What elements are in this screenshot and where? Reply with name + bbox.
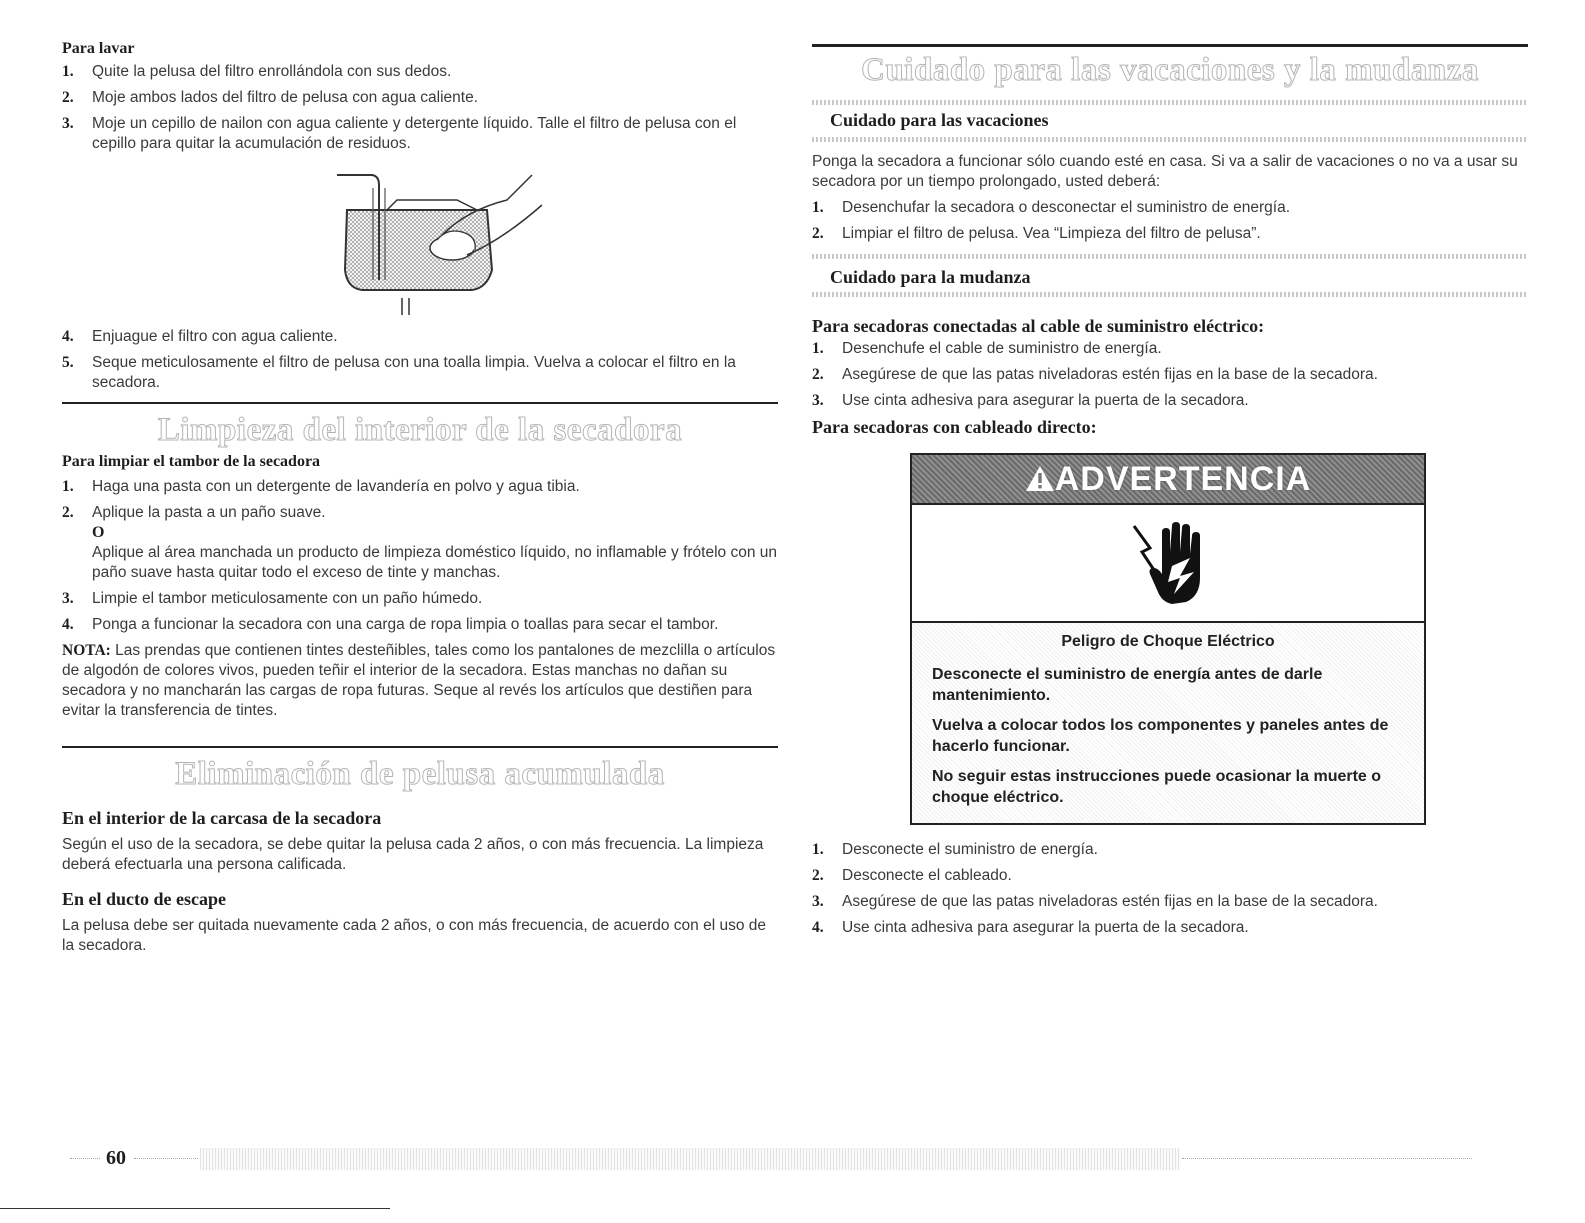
list-item: 1. Quite la pelusa del filtro enrollándola con sus dedos.	[62, 63, 452, 80]
wash-heading: Para lavar	[62, 40, 135, 57]
exhaust-heading: En el ducto de escape	[62, 889, 226, 909]
cabinet-text: Según el uso de la secadora, se debe quitar la pelusa cada 2 años, o con más frecuencia. La limpieza deberá efectuarla una persona calificada.	[62, 836, 764, 873]
list-item: 3. Moje un cepillo de nailon con agua caliente y detergente líquido. Talle el filtro de pelusa con el cepillo para quitar la acumulación de residuos.	[62, 115, 737, 152]
electric-shock-hand-icon	[1128, 518, 1208, 608]
footer-dotted-line	[70, 1158, 100, 1159]
warning-line: Vuelva a colocar todos los componentes y paneles antes de hacerlo funcionar.	[932, 717, 1389, 755]
cord-heading: Para secadoras conectadas al cable de suministro eléctrico:	[812, 316, 1265, 336]
list-item: 3. Asegúrese de que las patas niveladoras estén fijas en la base de la secadora.	[812, 893, 1378, 910]
list-item: 4. Use cinta adhesiva para asegurar la puerta de la secadora.	[812, 919, 1249, 936]
dotted-divider	[812, 254, 1528, 259]
cord-steps	[812, 339, 1528, 411]
list-item: 1. Haga una pasta con un detergente de lavandería en polvo y agua tibia.	[62, 478, 580, 495]
list-item: 1. Desconecte el suministro de energía.	[812, 841, 1098, 858]
section-divider	[62, 746, 778, 748]
list-item: 1. Desenchufe el cable de suministro de energía.	[812, 340, 1162, 357]
vacation-text: Ponga la secadora a funcionar sólo cuando esté en casa. Si va a salir de vacaciones o no va a usar su secadora por un tiempo prolongado, usted deberá:	[812, 153, 1518, 190]
hazard-title: Peligro de Choque Eléctrico	[1061, 633, 1275, 650]
section-divider	[62, 402, 778, 404]
direct-steps	[812, 840, 1528, 938]
vacation-heading: Cuidado para las vacaciones	[830, 110, 1049, 130]
list-item: 3. Limpie el tambor meticulosamente con un paño húmedo.	[62, 590, 483, 607]
warning-line: Desconecte el suministro de energía antes de darle mantenimiento.	[932, 666, 1323, 704]
warning-signal-word: ADVERTENCIA	[1025, 460, 1312, 499]
warning-header	[912, 455, 1424, 505]
vacation-steps	[812, 198, 1528, 244]
wash-steps-continued	[62, 327, 778, 393]
list-item: 4. Ponga a funcionar la secadora con una carga de ropa limpia o toallas para secar el tambor.	[62, 616, 719, 633]
moving-heading: Cuidado para la mudanza	[830, 267, 1031, 287]
wash-steps	[62, 62, 778, 154]
drum-steps	[62, 477, 778, 635]
interior-section-title: Limpieza del interior de la secadora	[157, 412, 683, 448]
vacation-moving-title: Cuidado para las vacaciones y la mudanza	[861, 52, 1479, 88]
dotted-divider	[812, 137, 1528, 142]
list-item: 3. Use cinta adhesiva para asegurar la puerta de la secadora.	[812, 392, 1249, 409]
list-item: 2. Limpiar el filtro de pelusa. Vea “Limpieza del filtro de pelusa”.	[812, 225, 1261, 242]
page-number: 60	[106, 1147, 126, 1169]
dotted-divider	[812, 292, 1528, 297]
note-paragraph: NOTA: Las prendas que contienen tintes desteñibles, tales como los pantalones de mezclilla o artículos de algodón de colores vivos, pueden teñir el interior de la secadora. Estas manchas no dañan su secadora y no mancharán las cargas de ropa futuras. Seque al revés los artículos que destiñen para evitar la transferencia de tintes.	[62, 642, 776, 719]
list-item: 2. Aplique la pasta a un paño suave. O Aplique al área manchada un producto de limpieza doméstico líquido, no inflamable y frótelo con un paño suave hasta quitar todo el exceso de tinte y manchas.	[62, 504, 778, 581]
footer-bar	[200, 1148, 1180, 1170]
drum-heading: Para limpiar el tambor de la secadora	[62, 453, 321, 470]
list-item: 2. Asegúrese de que las patas niveladoras estén fijas en la base de la secadora.	[812, 366, 1378, 383]
list-item: 5. Seque meticulosamente el filtro de pelusa con una toalla limpia. Vuelva a colocar el filtro en la secadora.	[62, 354, 736, 391]
warning-box	[910, 453, 1426, 825]
warning-triangle-icon	[1025, 465, 1055, 492]
footer-dotted-line	[134, 1158, 198, 1159]
section-divider	[812, 44, 1528, 47]
warning-body	[912, 623, 1424, 823]
footer-dotted-line	[1182, 1158, 1472, 1159]
list-item: 4. Enjuague el filtro con agua caliente.	[62, 328, 338, 345]
warning-line: No seguir estas instrucciones puede ocasionar la muerte o choque eléctrico.	[932, 768, 1382, 806]
lint-section-title: Eliminación de pelusa acumulada	[175, 756, 665, 792]
page-bottom-rule	[0, 1208, 390, 1209]
exhaust-text: La pelusa debe ser quitada nuevamente cada 2 años, o con más frecuencia, de acuerdo con el uso de la secadora.	[62, 917, 767, 954]
dotted-divider	[812, 100, 1528, 105]
list-item: 2. Desconecte el cableado.	[812, 867, 1012, 884]
shock-hazard-pictogram	[912, 505, 1424, 623]
cabinet-heading: En el interior de la carcasa de la secadora	[62, 808, 382, 828]
list-item: 1. Desenchufar la secadora o desconectar el suministro de energía.	[812, 199, 1291, 216]
list-item: 2. Moje ambos lados del filtro de pelusa con agua caliente.	[62, 89, 479, 106]
lint-filter-brushing-illustration	[337, 170, 557, 315]
direct-heading: Para secadoras con cableado directo:	[812, 417, 1097, 437]
